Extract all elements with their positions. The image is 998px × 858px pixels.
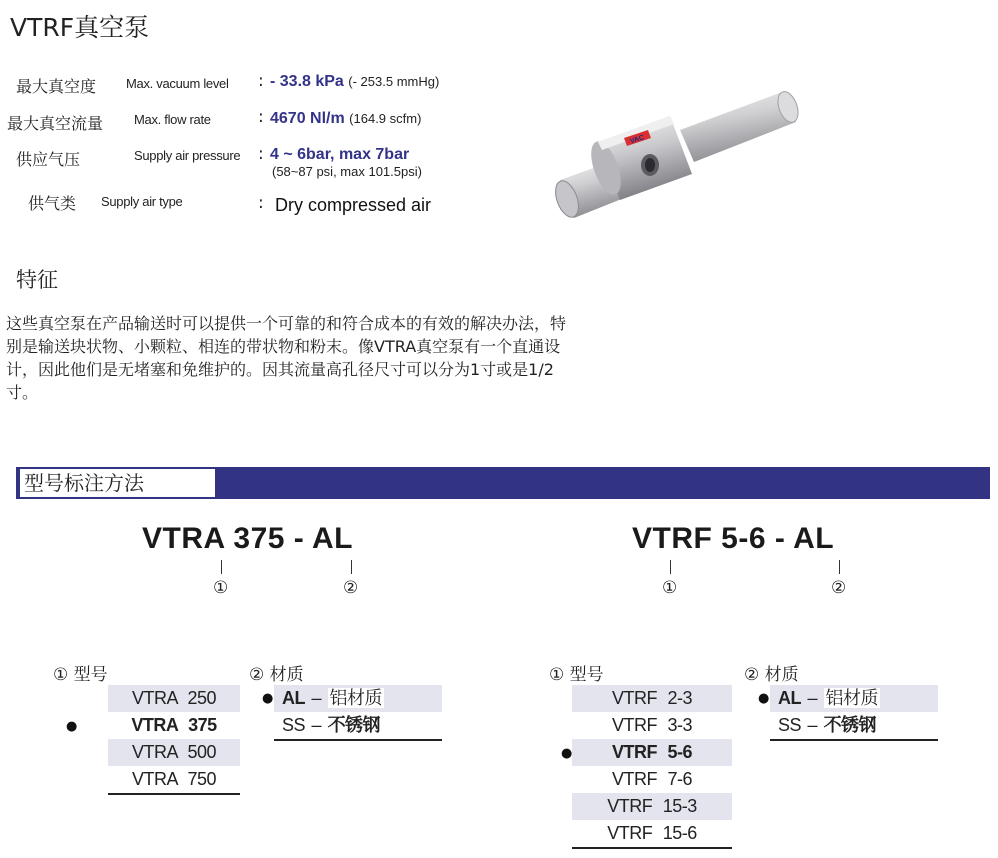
model-row: VTRF 15-3 <box>572 793 732 820</box>
connector-line <box>221 560 222 574</box>
spec-value-sub: (- 253.5 mmHg) <box>348 74 440 89</box>
connector-line <box>670 560 671 574</box>
material-row-selected <box>770 685 938 712</box>
ordering-heading: 型号标注方法 <box>20 469 215 497</box>
material-row <box>274 712 442 739</box>
material-dash: – <box>807 688 818 708</box>
model-row-selected: VTRA 375 <box>131 715 217 735</box>
spec-label-cn: 供气类 <box>28 194 77 213</box>
material-table <box>770 685 938 741</box>
model-row: VTRF 2-3 <box>572 685 732 712</box>
material-code: SS <box>282 715 306 735</box>
material-name: 铝材质 <box>329 688 383 708</box>
model-row: VTRA 250 <box>108 685 240 712</box>
material-table-title: ② 材质 <box>744 665 799 685</box>
model-row: VTRF 7-6 <box>611 769 692 789</box>
spec-value-plain: Dry compressed air <box>275 195 432 215</box>
material-code: AL <box>282 688 305 708</box>
model-table-title: ① 型号 <box>549 665 604 685</box>
selected-bullet: ● <box>758 691 770 706</box>
material-row-selected <box>274 685 442 712</box>
material-table-title: ② 材质 <box>249 665 304 685</box>
table-rule <box>770 739 938 741</box>
spec-value-main: 4670 Nl/m <box>270 110 345 127</box>
material-name: 不锈钢 <box>823 715 877 735</box>
spec-value-main: 4 ~ 6bar, max 7bar <box>270 146 410 163</box>
marker-1: ① <box>213 578 229 598</box>
connector-line <box>839 560 840 574</box>
svg-text:VAC: VAC <box>629 134 646 146</box>
spec-label-en: Supply air type <box>101 194 183 209</box>
material-name: 不锈钢 <box>327 715 381 735</box>
marker-2: ② <box>343 578 359 598</box>
spec-label-cn: 最大真空流量 <box>7 114 104 133</box>
features-heading: 特征 <box>16 268 58 292</box>
model-row-selected: VTRF 5-6 <box>572 739 732 766</box>
spec-value-sub: (58~87 psi, max 101.5psi) <box>272 164 422 179</box>
product-image <box>540 80 800 230</box>
material-dash: – <box>807 715 818 735</box>
spec-value-sub: (164.9 scfm) <box>349 111 422 126</box>
model-code-example: VTRF 5-6 - AL <box>632 522 835 555</box>
spec-colon: : <box>258 144 264 164</box>
pump-tube-right <box>680 89 800 162</box>
material-row <box>770 712 938 739</box>
marker-1: ① <box>662 578 678 598</box>
material-code: AL <box>778 688 801 708</box>
spec-label-en: Max. vacuum level <box>126 76 229 91</box>
spec-label-en: Supply air pressure <box>134 148 241 163</box>
model-row: VTRF 15-6 <box>607 823 697 843</box>
spec-value-main: - 33.8 kPa <box>270 73 344 90</box>
spec-label-cn: 最大真空度 <box>16 77 97 96</box>
material-table <box>274 685 442 741</box>
model-table <box>108 685 240 795</box>
spec-colon: : <box>258 107 264 127</box>
table-rule <box>572 847 732 849</box>
features-paragraph: 这些真空泵在产品输送时可以提供一个可靠的和符合成本的有效的解决办法，特别是输送块状物、小颗粒、相连的带状物和粉末。像VTRA真空泵有一个直通设计，因此他们是无堵塞和免维护的。因其流量高孔径尺寸可以分为1寸或是1/2寸。 <box>6 314 567 402</box>
spec-label-cn: 供应气压 <box>16 150 81 169</box>
selected-bullet: ● <box>66 719 78 734</box>
model-row: VTRA 750 <box>131 769 217 789</box>
spec-value <box>270 73 439 91</box>
page-title: VTRF真空泵 <box>10 13 150 42</box>
material-dash: – <box>311 688 322 708</box>
model-table-title: ① 型号 <box>53 665 108 685</box>
material-dash: – <box>311 715 322 735</box>
spec-colon: : <box>258 71 264 91</box>
model-row: VTRF 3-3 <box>611 715 692 735</box>
model-table <box>572 685 732 849</box>
table-rule <box>108 793 240 795</box>
material-code: SS <box>778 715 802 735</box>
spec-label-en: Max. flow rate <box>134 112 211 127</box>
connector-line <box>351 560 352 574</box>
spec-colon: : <box>258 193 264 213</box>
model-code-example: VTRA 375 - AL <box>142 522 353 555</box>
ordering-banner <box>16 467 990 499</box>
material-name: 铝材质 <box>825 688 879 708</box>
table-rule <box>274 739 442 741</box>
marker-2: ② <box>831 578 847 598</box>
selected-bullet: ● <box>561 746 573 761</box>
spec-value <box>270 110 421 128</box>
selected-bullet: ● <box>262 691 274 706</box>
model-row: VTRA 500 <box>108 739 240 766</box>
